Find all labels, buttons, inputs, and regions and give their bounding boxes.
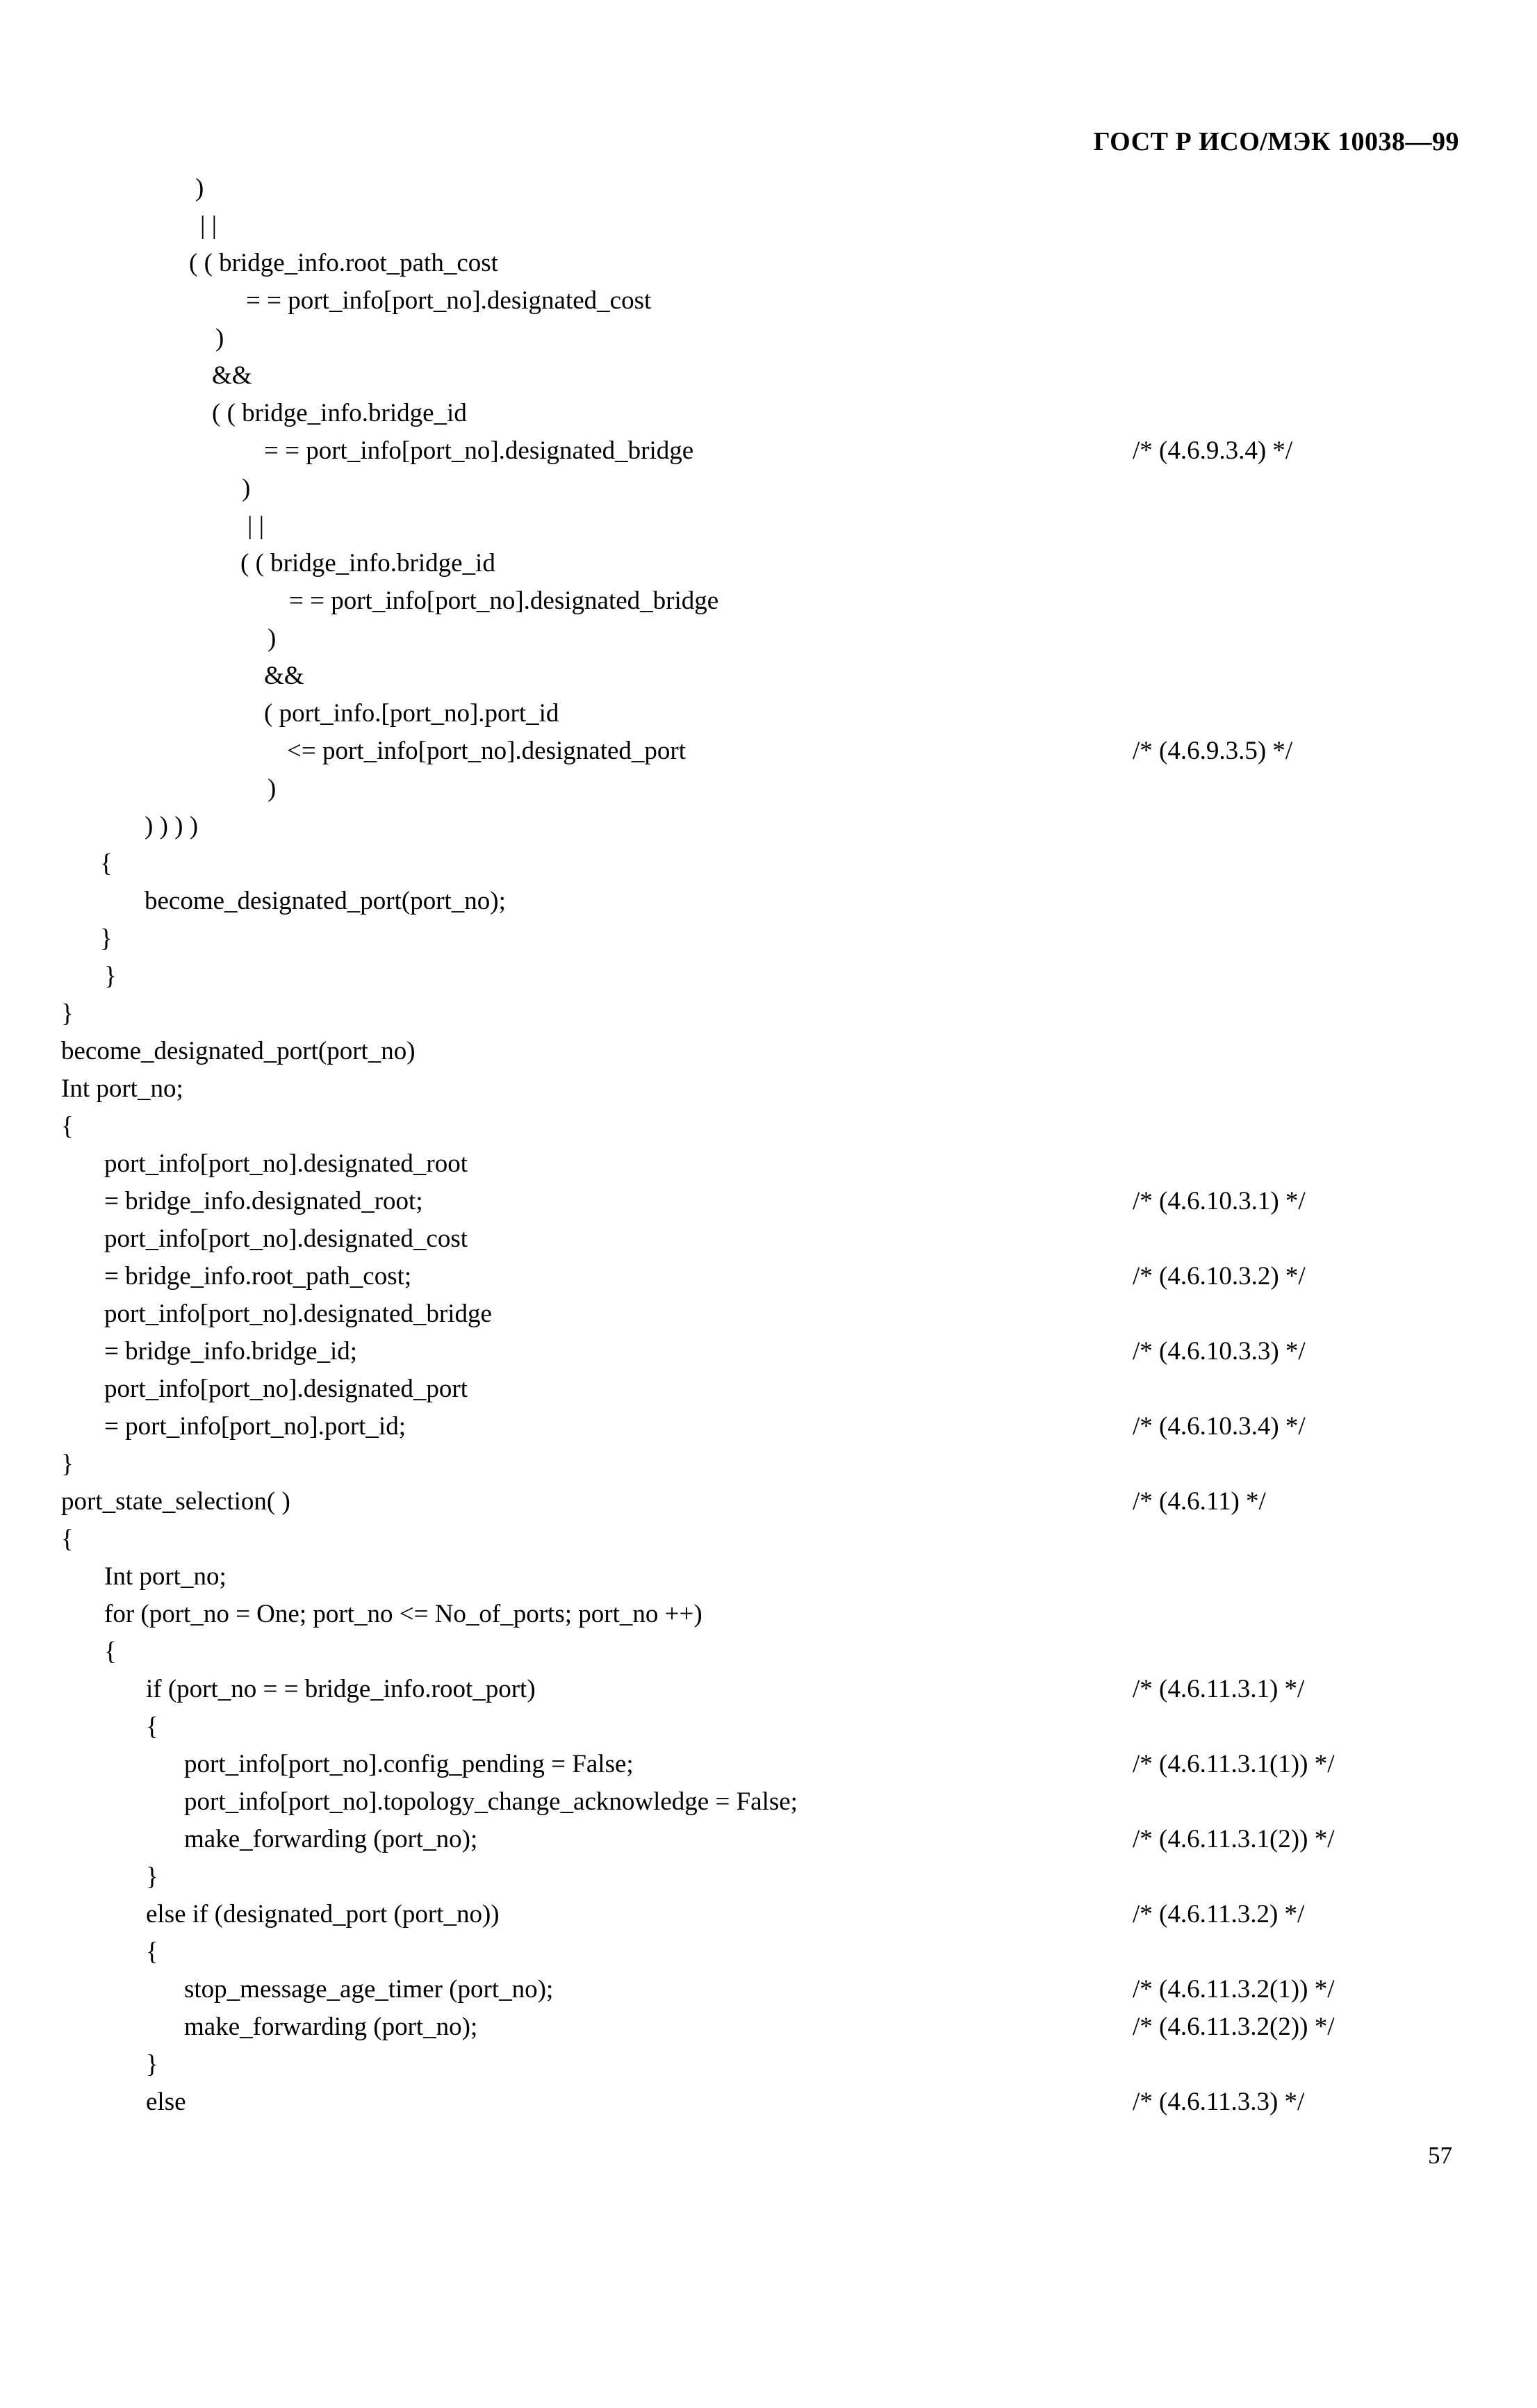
code-text: ( ( bridge_info.root_path_cost: [189, 249, 498, 277]
code-line: [61, 1445, 1537, 1483]
code-line: [61, 2008, 1537, 2046]
code-text: ( ( bridge_info.bridge_id: [240, 549, 495, 578]
page-footer: [1428, 2142, 1452, 2170]
code-line: [61, 1858, 1537, 1896]
code-line: [61, 1746, 1537, 1783]
code-text: if (port_no = = bridge_info.root_port): [146, 1675, 536, 1703]
code-text: port_info[port_no].designated_root: [104, 1149, 468, 1178]
code-line: [61, 1408, 1537, 1445]
code-line: [61, 545, 1537, 582]
code-line: [61, 1821, 1537, 1858]
code-line: [61, 1220, 1537, 1258]
code-line: [61, 1633, 1537, 1671]
code-text: = bridge_info.designated_root;: [104, 1187, 423, 1215]
code-line: [61, 1145, 1537, 1183]
code-line: [61, 1183, 1537, 1220]
code-text: &&: [212, 361, 252, 390]
code-line: [61, 357, 1537, 395]
section-ref-comment: /* (4.6.9.3.4) */: [1133, 436, 1293, 465]
code-line: [61, 2046, 1537, 2083]
code-line: [61, 1333, 1537, 1370]
code-text: port_state_selection( ): [61, 1487, 290, 1516]
code-text: {: [100, 849, 113, 878]
code-line: [61, 958, 1537, 995]
code-text: ( ( bridge_info.bridge_id: [212, 399, 467, 427]
code-line: [61, 1558, 1537, 1596]
code-line: [61, 657, 1537, 695]
code-text: = bridge_info.bridge_id;: [104, 1337, 358, 1366]
code-line: [61, 1033, 1537, 1070]
code-text: for (port_no = One; port_no <= No_of_ports; port_no ++): [104, 1600, 702, 1628]
code-line: [61, 695, 1537, 732]
code-text: port_info[port_no].designated_bridge: [104, 1300, 492, 1328]
code-line: [61, 395, 1537, 432]
section-ref-comment: /* (4.6.11) */: [1133, 1487, 1266, 1516]
code-line: [61, 2083, 1537, 2121]
section-ref-comment: /* (4.6.11.3.2) */: [1133, 1900, 1305, 1928]
code-text: stop_message_age_timer (port_no);: [184, 1975, 554, 2004]
code-text: {: [146, 1712, 158, 1741]
code-text: ): [268, 774, 277, 803]
code-line: [61, 1933, 1537, 1971]
code-text: ): [268, 624, 277, 653]
code-text: make_forwarding (port_no);: [184, 2013, 478, 2041]
code-line: [61, 732, 1537, 770]
code-line: [61, 1483, 1537, 1521]
code-line: [61, 1708, 1537, 1746]
code-text: make_forwarding (port_no);: [184, 1825, 478, 1853]
code-text: port_info[port_no].config_pending = False;: [184, 1750, 634, 1778]
code-line: [61, 1521, 1537, 1558]
code-line: [61, 432, 1537, 470]
code-line: [61, 1671, 1537, 1708]
section-ref-comment: /* (4.6.11.3.3) */: [1133, 2088, 1305, 2116]
code-text: else if (designated_port (port_no)): [146, 1900, 500, 1928]
code-line: [61, 1971, 1537, 2008]
code-line: [61, 808, 1537, 845]
code-text: ): [215, 324, 224, 352]
code-line: [61, 845, 1537, 883]
code-text: become_designated_port(port_no): [61, 1037, 416, 1065]
section-ref-comment: /* (4.6.10.3.3) */: [1133, 1337, 1306, 1366]
code-text: {: [61, 1525, 74, 1553]
code-text: | |: [200, 211, 217, 240]
code-line: [61, 582, 1537, 620]
code-line: [61, 995, 1537, 1033]
code-text: = bridge_info.root_path_cost;: [104, 1262, 412, 1291]
code-line: [61, 282, 1537, 320]
code-line: [61, 1108, 1537, 1145]
code-line: [61, 1370, 1537, 1408]
page-number: 57: [1428, 2142, 1452, 2169]
code-text: = port_info[port_no].port_id;: [104, 1412, 406, 1441]
code-text: | |: [247, 511, 265, 540]
code-text: port_info[port_no].topology_change_acknowledge = False;: [184, 1787, 798, 1816]
section-ref-comment: /* (4.6.9.3.5) */: [1133, 737, 1293, 765]
code-text: Int port_no;: [104, 1562, 227, 1591]
code-line: [61, 320, 1537, 357]
code-text: }: [61, 1450, 74, 1478]
code-text: {: [61, 1112, 74, 1140]
code-text: ) ) ) ): [145, 812, 199, 840]
code-text: = = port_info[port_no].designated_bridge: [289, 587, 719, 615]
code-text: {: [104, 1637, 117, 1666]
code-text: port_info[port_no].designated_cost: [104, 1225, 468, 1253]
code-line: [61, 883, 1537, 920]
code-line: [61, 470, 1537, 507]
code-text: ( port_info.[port_no].port_id: [264, 699, 559, 728]
section-ref-comment: /* (4.6.11.3.1(2)) */: [1133, 1825, 1335, 1853]
code-line: [61, 1783, 1537, 1821]
code-line: [61, 920, 1537, 958]
code-text: }: [146, 1862, 158, 1891]
code-text: &&: [264, 662, 304, 690]
code-text: ): [195, 174, 204, 202]
section-ref-comment: /* (4.6.10.3.4) */: [1133, 1412, 1306, 1441]
code-line: [61, 207, 1537, 245]
code-text: = = port_info[port_no].designated_cost: [246, 286, 652, 315]
code-listing: [61, 170, 1537, 2121]
standard-number: ГОСТ Р ИСО/МЭК 10038—99: [1093, 127, 1459, 156]
code-text: ): [242, 474, 251, 502]
code-text: else: [146, 2088, 186, 2116]
code-text: <= port_info[port_no].designated_port: [287, 737, 687, 765]
code-text: Int port_no;: [61, 1074, 183, 1103]
code-text: port_info[port_no].designated_port: [104, 1375, 468, 1403]
code-text: }: [61, 999, 74, 1028]
code-text: }: [104, 962, 117, 990]
code-line: [61, 770, 1537, 808]
code-text: {: [146, 1938, 158, 1966]
section-ref-comment: /* (4.6.10.3.2) */: [1133, 1262, 1306, 1291]
code-line: [61, 170, 1537, 207]
code-line: [61, 1596, 1537, 1633]
section-ref-comment: /* (4.6.10.3.1) */: [1133, 1187, 1306, 1215]
code-line: [61, 507, 1537, 545]
code-line: [61, 620, 1537, 657]
code-line: [61, 1070, 1537, 1108]
section-ref-comment: /* (4.6.11.3.2(1)) */: [1133, 1975, 1335, 2004]
code-line: [61, 1295, 1537, 1333]
code-text: }: [100, 924, 113, 953]
code-text: = = port_info[port_no].designated_bridge: [264, 436, 694, 465]
code-line: [61, 245, 1537, 282]
code-text: become_designated_port(port_no);: [145, 887, 506, 915]
code-line: [61, 1258, 1537, 1295]
section-ref-comment: /* (4.6.11.3.2(2)) */: [1133, 2013, 1335, 2041]
section-ref-comment: /* (4.6.11.3.1) */: [1133, 1675, 1305, 1703]
code-text: }: [146, 2050, 158, 2079]
code-line: [61, 1896, 1537, 1933]
section-ref-comment: /* (4.6.11.3.1(1)) */: [1133, 1750, 1335, 1778]
